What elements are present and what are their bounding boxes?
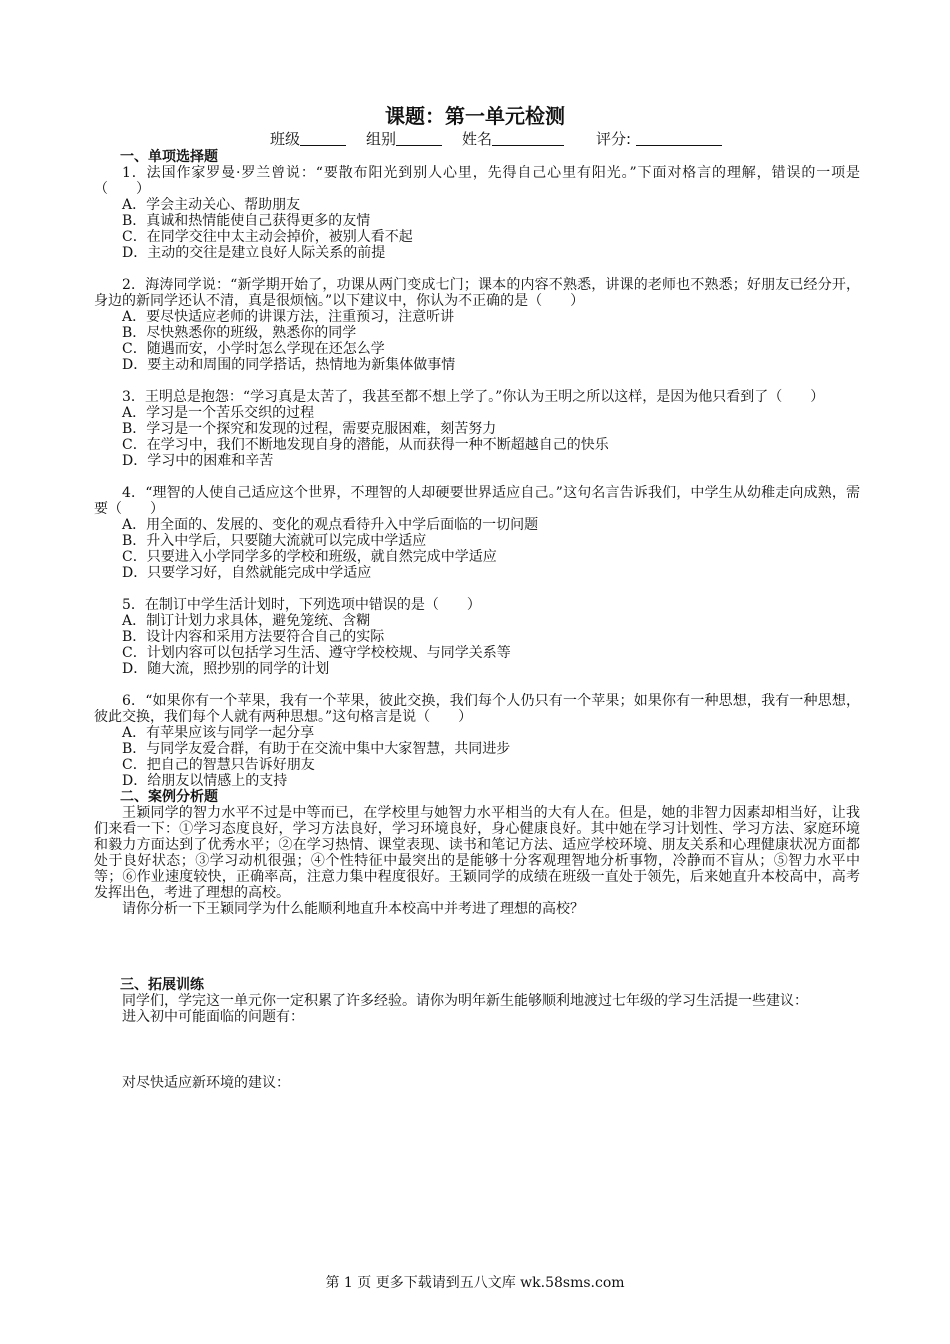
option-a: A．制订计划力求具体，避免笼统、含糊 [122, 613, 371, 629]
extension-prompt-problems: 进入初中可能面临的问题有： [122, 1009, 304, 1025]
question-stem: 2．海涛同学说：“新学期开始了，功课从两门变成七门；课本的内容不熟悉，讲课的老师也不熟悉；好朋友已经分开，身边的新同学还认不清，真是很烦恼。”以下建议中，你认为不正确的是（ ） [94, 277, 860, 309]
section3-heading: 三、拓展训练 [120, 977, 204, 993]
option-d: D．给朋友以情感上的支持 [122, 773, 288, 789]
question-4 [94, 485, 860, 581]
option-a: A．学会主动关心、帮助朋友 [122, 197, 301, 213]
class-label: 班级 [270, 130, 301, 148]
student-info-line [270, 128, 722, 149]
group-blank[interactable] [396, 131, 442, 146]
score-blank[interactable] [636, 131, 722, 146]
option-c: C．只要进入小学同学多的学校和班级，就自然完成中学适应 [122, 549, 497, 565]
score-label: 评分: [596, 130, 632, 148]
section2-heading: 二、案例分析题 [120, 789, 218, 805]
question-stem: 4．“理智的人使自己适应这个世界，不理智的人却硬要世界适应自己。”这句名言告诉我们，中学生从幼稚走向成熟，需要（ ） [94, 485, 860, 517]
page-footer: 第 1 页 更多下载请到五八文库 wk.58sms.com [325, 1275, 625, 1291]
option-d: D．随大流，照抄别的同学的计划 [122, 661, 330, 677]
option-a: A．用全面的、发展的、变化的观点看待升入中学后面临的一切问题 [122, 517, 539, 533]
option-d: D．主动的交往是建立良好人际关系的前提 [122, 245, 386, 261]
exam-content [94, 149, 860, 1091]
option-b: B．设计内容和采用方法要符合自己的实际 [122, 629, 385, 645]
question-2 [94, 277, 860, 373]
question-stem: 5．在制订中学生活计划时，下列选项中错误的是（ ） [122, 597, 481, 613]
option-c: C．在同学交往中太主动会掉价，被别人看不起 [122, 229, 413, 245]
page-title: 课题：第一单元检测 [385, 104, 565, 128]
option-a: A．有苹果应该与同学一起分享 [122, 725, 315, 741]
name-blank[interactable] [492, 131, 564, 146]
group-label: 组别 [366, 130, 397, 148]
question-3 [94, 389, 860, 469]
option-b: B．升入中学后，只要随大流就可以完成中学适应 [122, 533, 427, 549]
class-blank[interactable] [300, 131, 346, 146]
question-stem: 6．“如果你有一个苹果，我有一个苹果，彼此交换，我们每个人仍只有一个苹果；如果你有一种思想，我有一种思想，彼此交换，我们每个人就有两种思想。”这句格言是说（ ） [94, 693, 860, 725]
option-a: A．学习是一个苦乐交织的过程 [122, 405, 315, 421]
extension-prompt-suggestions: 对尽快适应新环境的建议： [122, 1075, 290, 1091]
option-c: C．随遇而安，小学时怎么学现在还怎么学 [122, 341, 385, 357]
question-6 [94, 693, 860, 789]
option-c: C．在学习中，我们不断地发现自身的潜能，从而获得一种不断超越自己的快乐 [122, 437, 609, 453]
name-label: 姓名 [462, 130, 493, 148]
question-stem: 3．王明总是抱怨：“学习真是太苦了，我甚至都不想上学了。”你认为王明之所以这样，是因为他只看到了（ ） [122, 389, 825, 405]
option-d: D．要主动和周围的同学搭话，热情地为新集体做事情 [122, 357, 456, 373]
option-c: C．把自己的智慧只告诉好朋友 [122, 757, 315, 773]
extension-intro: 同学们，学完这一单元你一定积累了许多经验。请你为明年新生能够顺利地渡过七年级的学习生活提一些建议： [122, 993, 808, 1009]
option-b: B．学习是一个探究和发现的过程，需要克服困难，刻苦努力 [122, 421, 497, 437]
option-b: B．与同学友爱合群，有助于在交流中集中大家智慧，共同进步 [122, 741, 511, 757]
option-a: A．要尽快适应老师的讲课方法，注重预习，注意听讲 [122, 309, 455, 325]
question-stem: 1．法国作家罗曼·罗兰曾说：“要散布阳光到别人心里，先得自己心里有阳光。”下面对格言的理解，错误的一项是（ ） [94, 165, 860, 197]
answer-space[interactable] [94, 917, 860, 977]
option-d: D．学习中的困难和辛苦 [122, 453, 274, 469]
case-paragraph: 王颖同学的智力水平不过是中等而已，在学校里与她智力水平相当的大有人在。但是，她的非智力因素却相当好，让我们来看一下：①学习态度良好，学习方法良好，学习环境良好，身心健康良好。其中她在学习计划性、学习方法、家庭环境和毅力方面达到了优秀水平；②在学习热情、课堂表现、读书和笔记方法、适应学校环境、朋友关系和心理健康状况方面都处于良好状态；③学习动机很强；④个性特征中最突出的是能够十分客观理智地分析事物，冷静而不盲从；⑤智力水平中等；⑥作业速度较快，正确率高，注意力集中程度很好。王颖同学的成绩在班级一直处于领先，后来她直升本校高中，高考发挥出色，考进了理想的高校。 [94, 805, 860, 901]
question-1 [94, 165, 860, 261]
question-5 [94, 597, 860, 677]
option-b: B．尽快熟悉你的班级，熟悉你的同学 [122, 325, 357, 341]
section1-heading: 一、单项选择题 [120, 149, 218, 165]
case-question: 请你分析一下王颖同学为什么能顺利地直升本校高中并考进了理想的高校？ [122, 901, 584, 917]
option-c: C．计划内容可以包括学习生活、遵守学校校规、与同学关系等 [122, 645, 511, 661]
answer-space[interactable] [94, 1025, 860, 1075]
option-d: D．只要学习好，自然就能完成中学适应 [122, 565, 372, 581]
option-b: B．真诚和热情能使自己获得更多的友情 [122, 213, 371, 229]
